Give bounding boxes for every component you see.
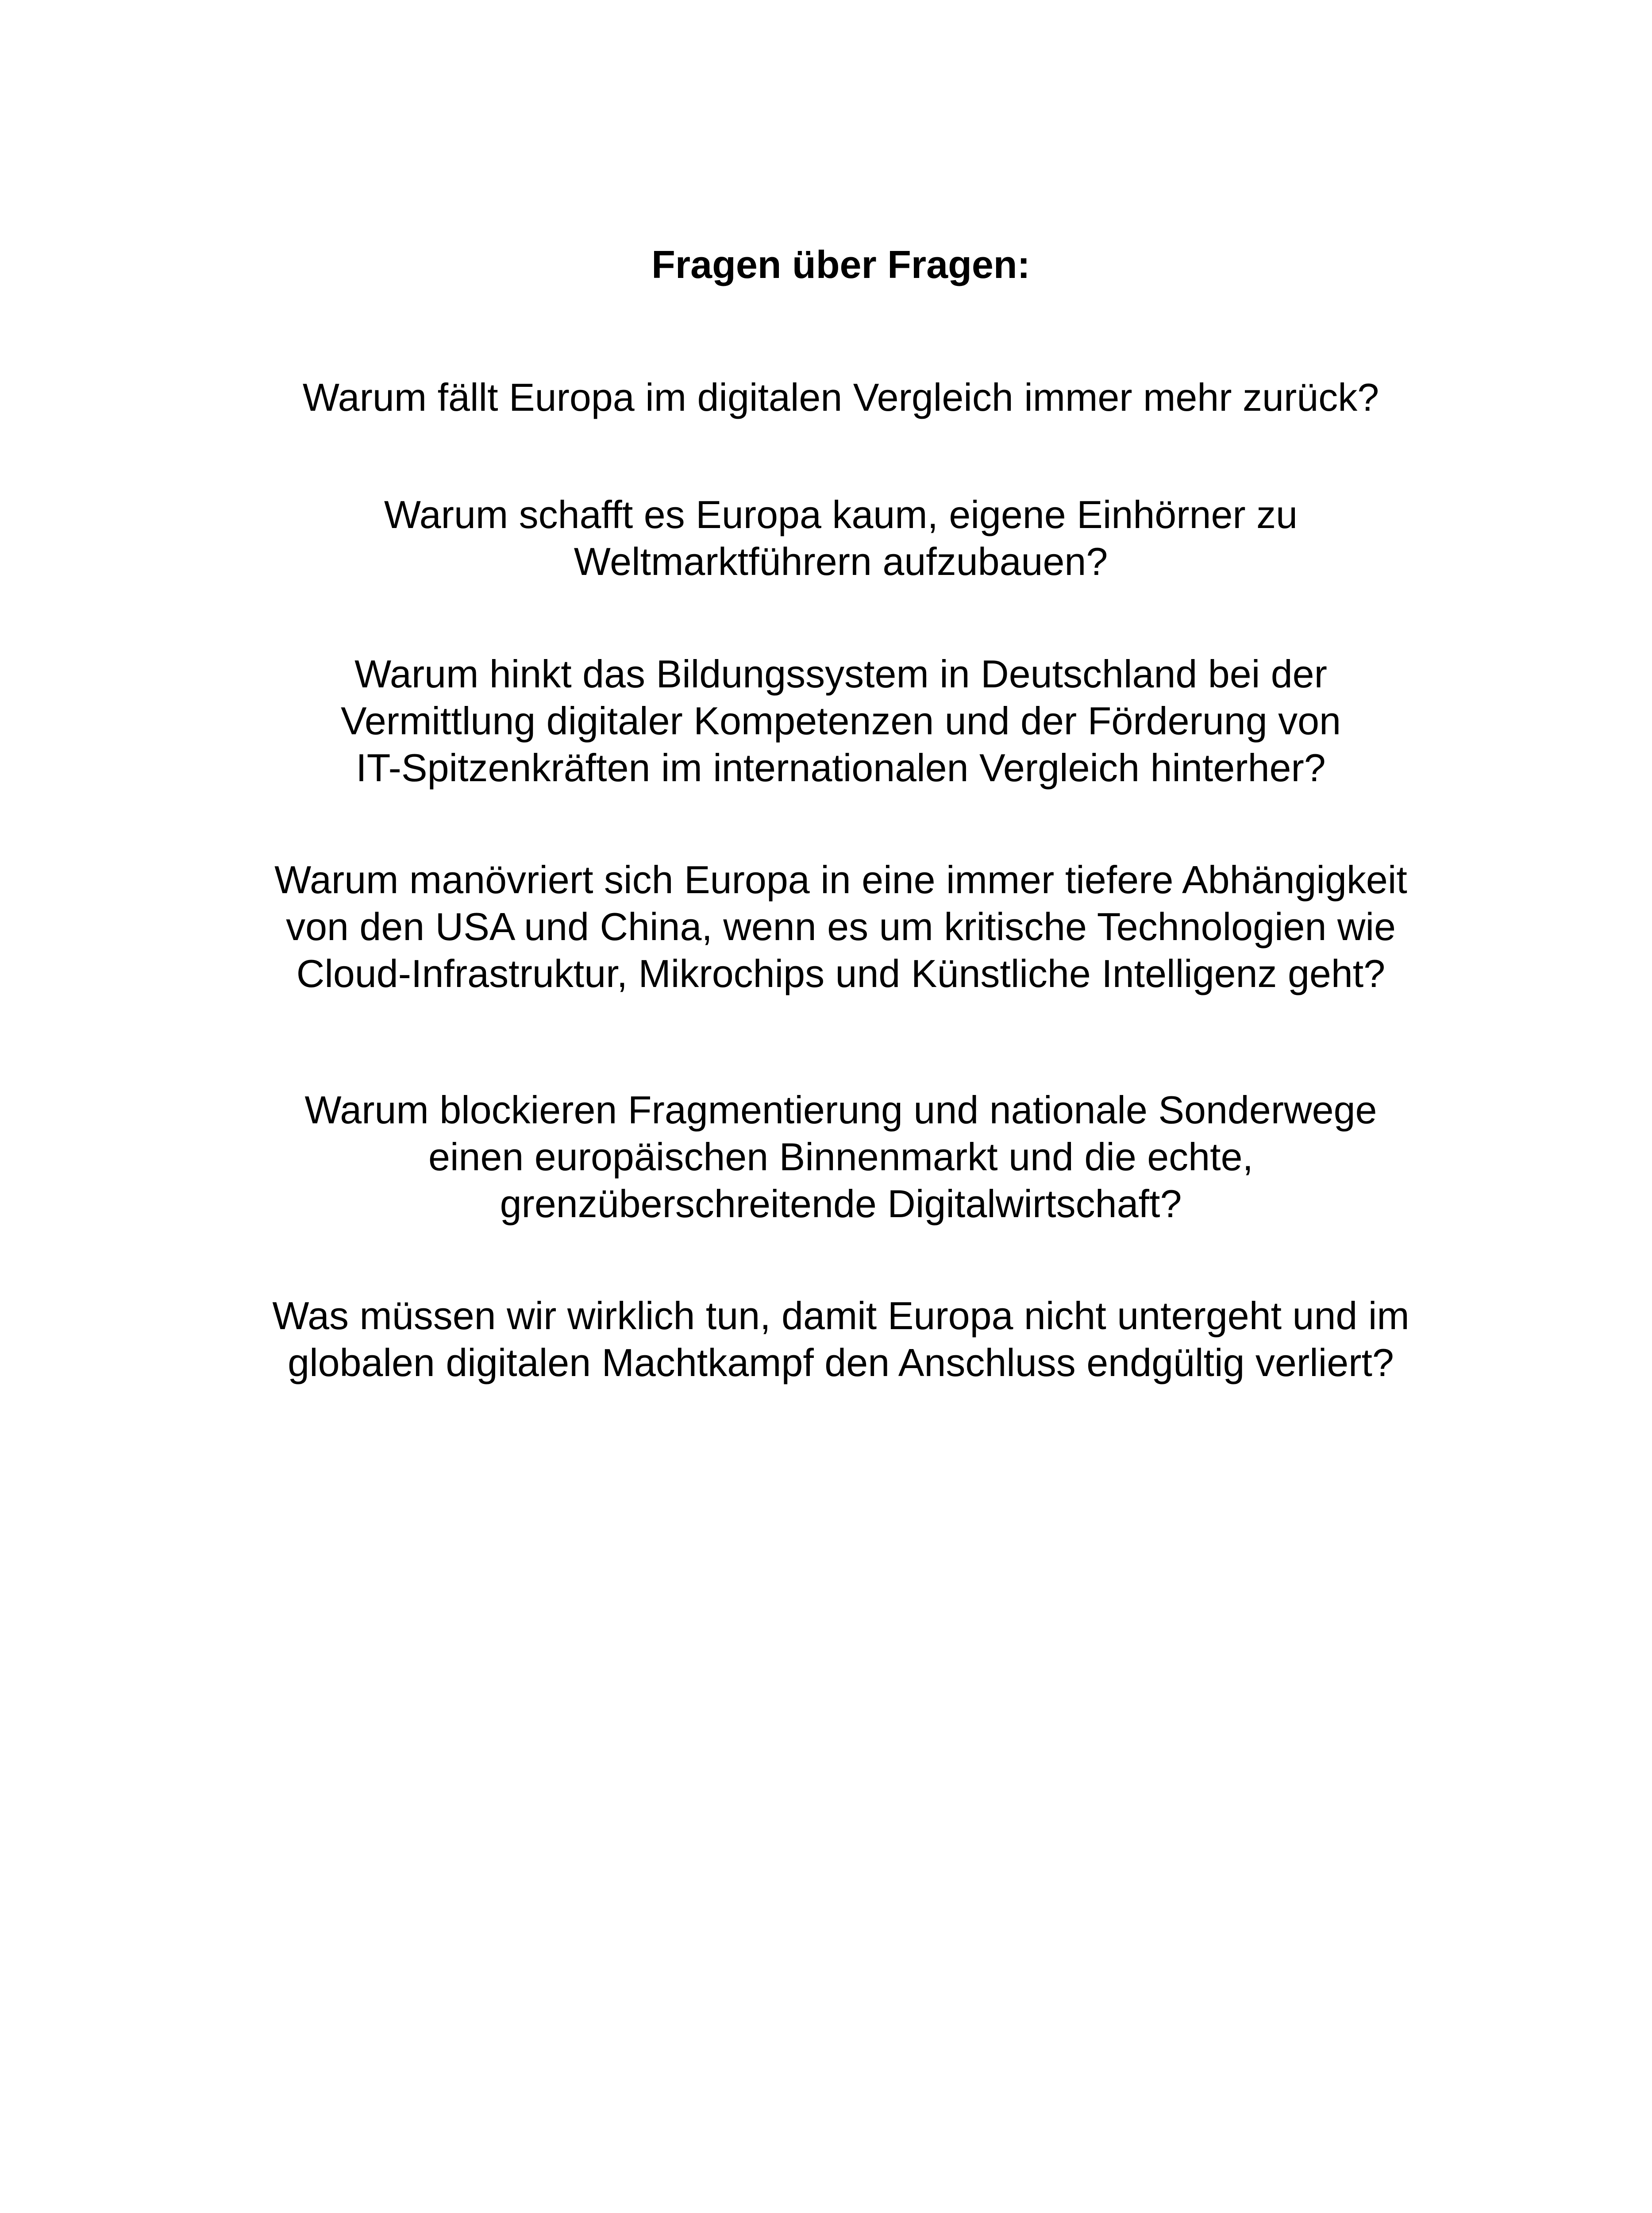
question-paragraph-4: Warum manövriert sich Europa in eine immer tiefere Abhängigkeit von den USA und China, wenn es um kritische Technologien wie Cloud-Infrastruktur, Mikrochips und Künstliche Intelligenz geht? [274, 858, 1407, 995]
page-title: Fragen über Fragen: [651, 243, 1030, 286]
question-paragraph-5: Warum blockieren Fragmentierung und nationale Sonderwege einen europäischen Binnenmarkt und die echte, grenzüberschreitende Digitalwirtschaft? [304, 1088, 1377, 1226]
question-paragraph-6: Was müssen wir wirklich tun, damit Europa nicht untergeht und im globalen digitalen Machtkampf den Anschluss endgültig verliert? [272, 1294, 1409, 1384]
question-paragraph-3: Warum hinkt das Bildungssystem in Deutschland bei der Vermittlung digitaler Kompetenzen und der Förderung von IT-Spitzenkräften im internationalen Vergleich hinterher? [340, 652, 1341, 790]
question-paragraph-1: Warum fällt Europa im digitalen Vergleich immer mehr zurück? [302, 375, 1379, 419]
question-paragraph-2: Warum schafft es Europa kaum, eigene Einhörner zu Weltmarktführern aufzubauen? [384, 493, 1298, 583]
